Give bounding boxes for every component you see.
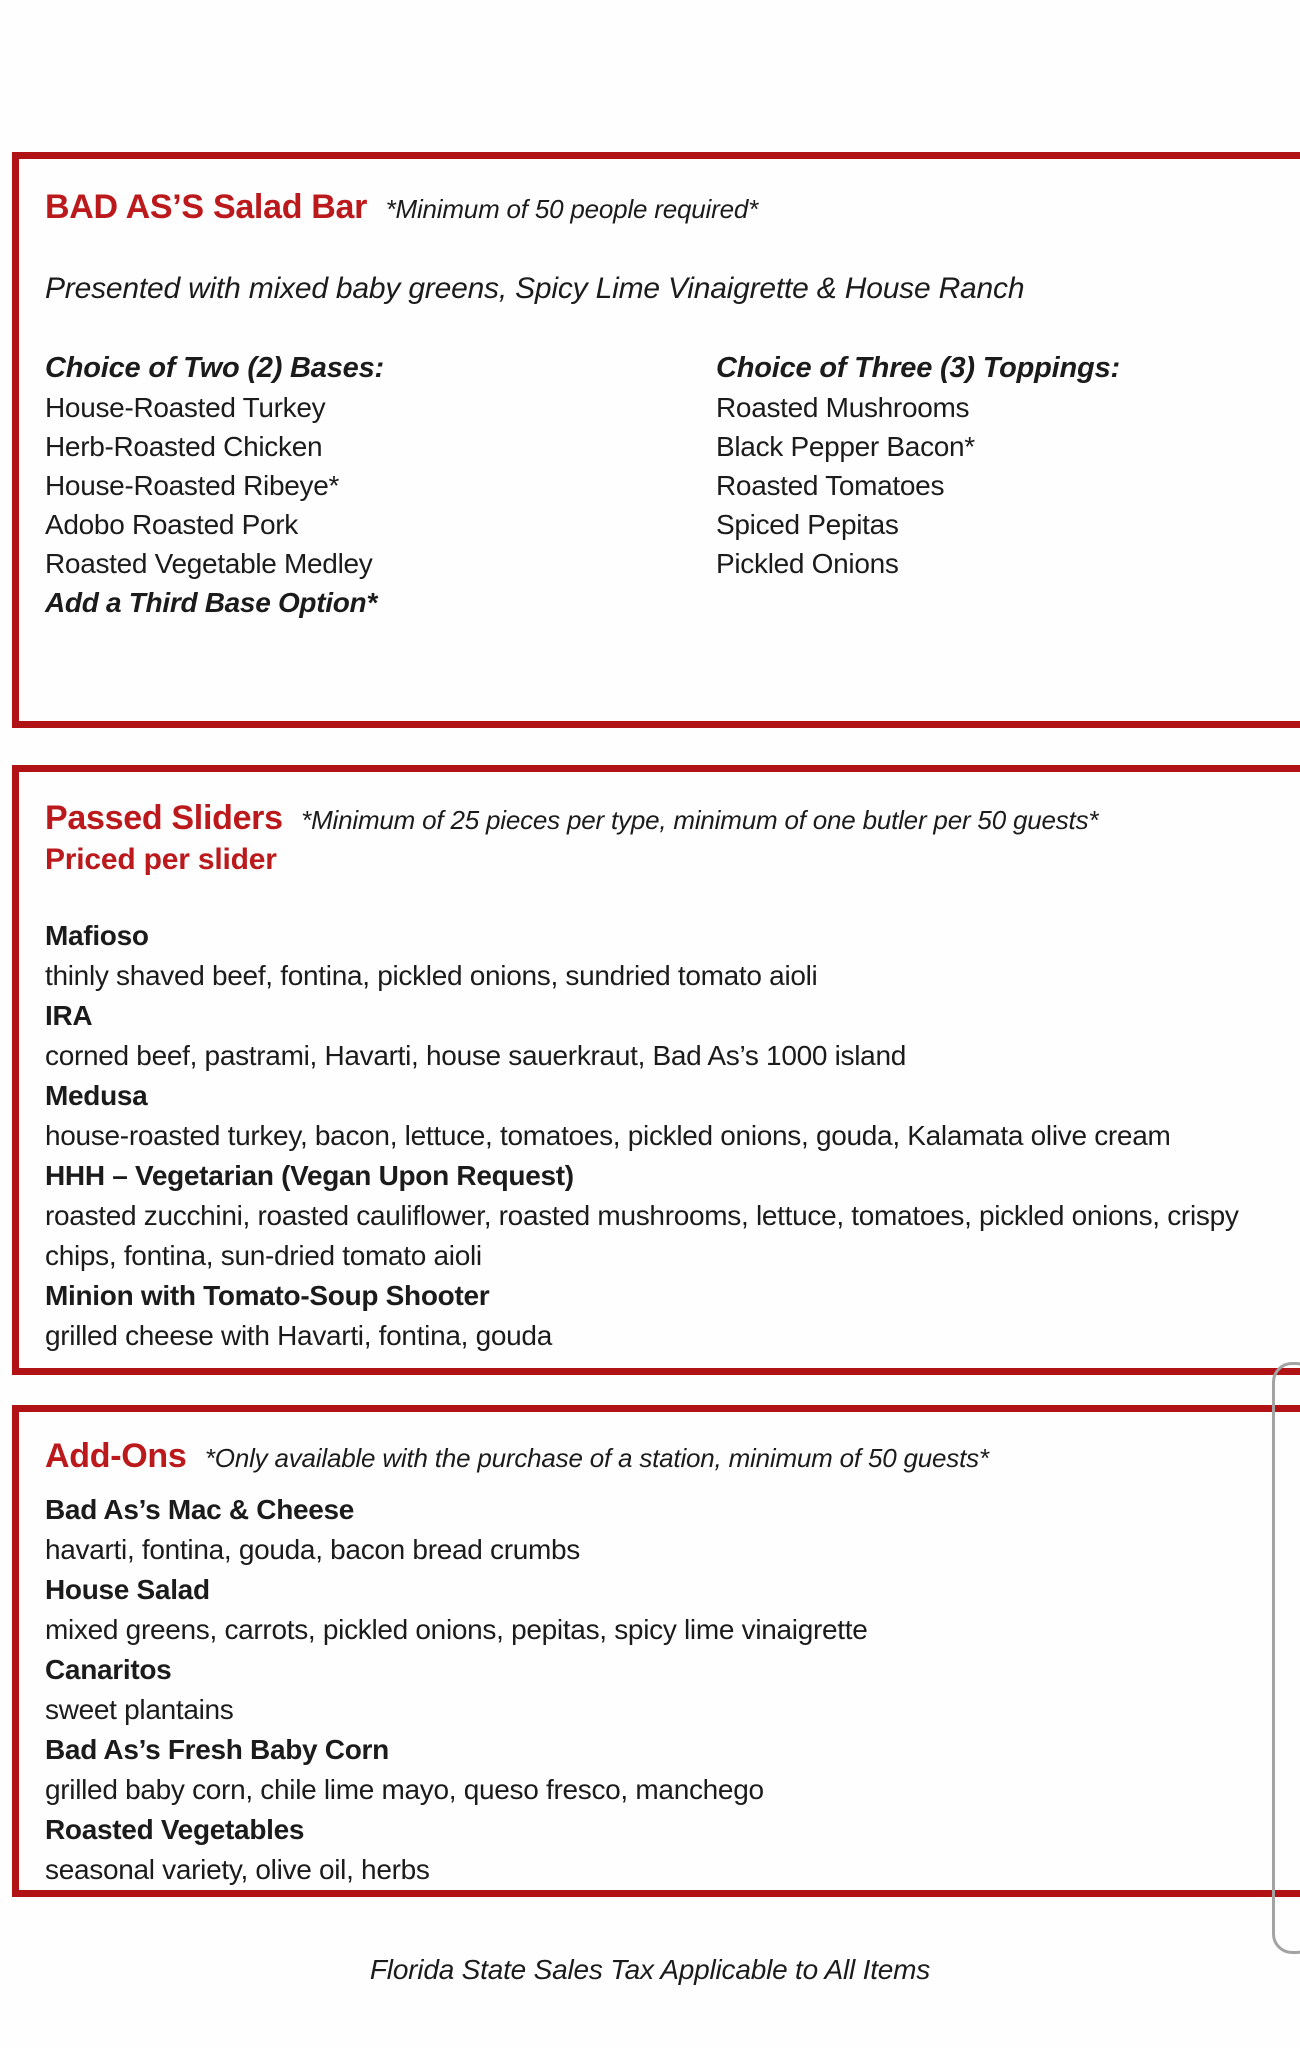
menu-item-description: roasted zucchini, roasted cauliflower, roasted mushrooms, lettuce, tomatoes, pickled onions, crispy chips, fontina, sun-dried tomato aioli — [45, 1200, 1239, 1271]
menu-item-description: corned beef, pastrami, Havarti, house sauerkraut, Bad As’s 1000 island — [45, 1040, 906, 1071]
priced-per-slider-label: Priced per slider — [45, 843, 277, 876]
bases-heading: Choice of Two (2) Bases: — [45, 352, 384, 384]
menu-item — [45, 1810, 1291, 1890]
menu-item-description: havarti, fontina, gouda, bacon bread crumbs — [45, 1534, 581, 1565]
menu-item-name: HHH – Vegetarian (Vegan Upon Request) — [45, 1160, 574, 1191]
add-ons-availability-note: *Only available with the purchase of a station, minimum of 50 guests* — [204, 1443, 989, 1473]
list-item: House-Roasted Ribeye* — [45, 470, 340, 501]
salad-bar-header — [45, 185, 1291, 229]
menu-item-name: IRA — [45, 1000, 93, 1031]
add-ons-section — [12, 1405, 1300, 1897]
list-item: Spiced Pepitas — [716, 509, 899, 540]
salad-bar-section — [12, 152, 1300, 728]
passed-sliders-minimum-note: *Minimum of 25 pieces per type, minimum of one butler per 50 guests* — [301, 805, 1099, 835]
menu-item-description: house-roasted turkey, bacon, lettuce, tomatoes, pickled onions, gouda, Kalamata olive cream — [45, 1120, 1171, 1151]
salad-bar-minimum-note: *Minimum of 50 people required* — [385, 194, 759, 224]
list-item: Roasted Tomatoes — [716, 470, 945, 501]
menu-item — [45, 996, 1291, 1076]
salad-bar-subtitle: Presented with mixed baby greens, Spicy Lime Vinaigrette & House Ranch — [45, 272, 1025, 305]
add-ons-title: Add-Ons — [45, 1437, 187, 1475]
menu-item-description: grilled baby corn, chile lime mayo, queso fresco, manchego — [45, 1774, 764, 1805]
list-item: Adobo Roasted Pork — [45, 509, 298, 540]
add-third-base-option: Add a Third Base Option* — [45, 587, 377, 618]
menu-item-description: thinly shaved beef, fontina, pickled onions, sundried tomato aioli — [45, 960, 818, 991]
list-item: Black Pepper Bacon* — [716, 431, 975, 462]
menu-item — [45, 1276, 1291, 1356]
menu-item — [45, 916, 1291, 996]
menu-item-name: Minion with Tomato-Soup Shooter — [45, 1280, 490, 1311]
menu-item-description: mixed greens, carrots, pickled onions, pepitas, spicy lime vinaigrette — [45, 1614, 868, 1645]
add-ons-header — [45, 1434, 1291, 1478]
toppings-column — [716, 349, 1291, 622]
menu-item-name: Roasted Vegetables — [45, 1814, 305, 1845]
passed-sliders-header — [45, 796, 1291, 840]
menu-item-name: Medusa — [45, 1080, 148, 1111]
menu-item — [45, 1570, 1291, 1650]
menu-item-name: House Salad — [45, 1574, 210, 1605]
list-item: Roasted Vegetable Medley — [45, 548, 373, 579]
list-item: House-Roasted Turkey — [45, 392, 326, 423]
passed-sliders-title: Passed Sliders — [45, 799, 283, 837]
menu-item-description: sweet plantains — [45, 1694, 234, 1725]
menu-item-name: Bad As’s Mac & Cheese — [45, 1494, 355, 1525]
menu-item-description: grilled cheese with Havarti, fontina, gouda — [45, 1320, 552, 1351]
sales-tax-footer: Florida State Sales Tax Applicable to All Items — [369, 1954, 931, 1985]
menu-item-name: Mafioso — [45, 920, 149, 951]
menu-item-description: seasonal variety, olive oil, herbs — [45, 1854, 430, 1885]
list-item: Herb-Roasted Chicken — [45, 431, 323, 462]
salad-bar-columns — [45, 349, 1291, 622]
menu-item — [45, 1730, 1291, 1810]
menu-item-name: Bad As’s Fresh Baby Corn — [45, 1734, 389, 1765]
menu-item — [45, 1076, 1291, 1156]
menu-item — [45, 1490, 1291, 1570]
menu-item — [45, 1156, 1291, 1276]
list-item: Roasted Mushrooms — [716, 392, 970, 423]
bases-column — [45, 349, 716, 622]
toppings-heading: Choice of Three (3) Toppings: — [716, 352, 1120, 384]
menu-item-name: Canaritos — [45, 1654, 172, 1685]
list-item: Pickled Onions — [716, 548, 899, 579]
salad-bar-title: BAD AS’S Salad Bar — [45, 188, 368, 226]
add-ons-list — [45, 1490, 1291, 1890]
menu-item — [45, 1650, 1291, 1730]
sliders-list — [45, 916, 1291, 1356]
scrollbar-thumb[interactable] — [1272, 1362, 1300, 1954]
passed-sliders-section — [12, 765, 1300, 1375]
